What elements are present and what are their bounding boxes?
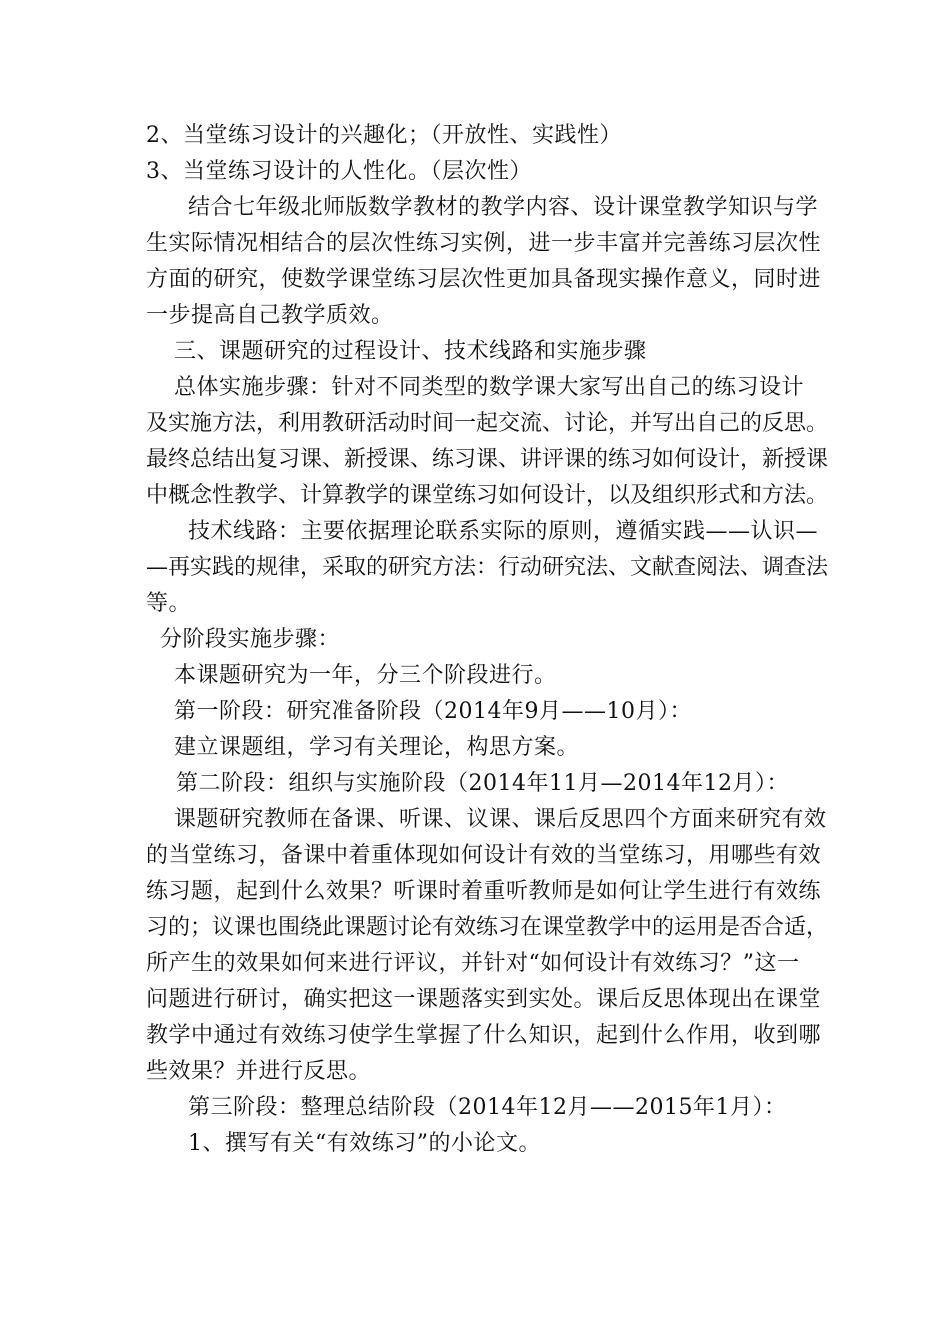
paragraph-line: 总体实施步骤：针对不同类型的数学课大家写出自己的练习设计 [174, 375, 805, 400]
section-heading: 三、课题研究的过程设计、技术线路和实施步骤 [174, 339, 647, 364]
paragraph-line: 生实际情况相结合的层次性练习实例，进一步丰富并完善练习层次性 [146, 231, 822, 256]
list-item-2: 2、当堂练习设计的兴趣化；（开放性、实践性） [146, 123, 622, 148]
paragraph-line: 所产生的效果如何来进行评议，并针对“如何设计有效练习？”这一 [146, 951, 800, 976]
stage-heading: 第一阶段：研究准备阶段（2014年9月——10月）： [174, 699, 692, 724]
paragraph-line: 最终总结出复习课、新授课、练习课、讲评课的练习如何设计，新授课 [146, 447, 829, 472]
paragraph-line: 及实施方法，利用教研活动时间一起交流、讨论，并写出自己的反思。 [146, 411, 829, 436]
paragraph-line: 中概念性教学、计算教学的课堂练习如何设计，以及组织形式和方法。 [146, 483, 829, 508]
paragraph-line: 建立课题组，学习有关理论，构思方案。 [174, 735, 580, 760]
list-item-1: 1、撰写有关“有效练习”的小论文。 [188, 1131, 541, 1156]
paragraph-line: 些效果？并进行反思。 [146, 1059, 372, 1084]
paragraph-line: 等。 [146, 591, 192, 616]
paragraph-line: 问题进行研讨，确实把这一课题落实到实处。课后反思体现出在课堂 [146, 987, 822, 1012]
paragraph-line: 课题研究教师在备课、听课、议课、课后反思四个方面来研究有效 [174, 807, 827, 832]
paragraph-line: 习的；议课也围绕此课题讨论有效练习在课堂教学中的运用是否合适， [146, 915, 829, 940]
paragraph-line: 练习题，起到什么效果？听课时着重听教师是如何让学生进行有效练 [146, 879, 822, 904]
paragraph-line: 的当堂练习，备课中着重体现如何设计有效的当堂练习，用哪些有效 [146, 843, 822, 868]
paragraph-line: 技术线路：主要依据理论联系实际的原则，遵循实践——认识— [188, 519, 819, 544]
paragraph-line: 本课题研究为一年，分三个阶段进行。 [174, 663, 557, 688]
paragraph-line: —再实践的规律，采取的研究方法：行动研究法、文献查阅法、调查法 [146, 555, 829, 580]
list-item-3: 3、当堂练习设计的人性化。（层次性） [146, 159, 532, 184]
paragraph-line: 一步提高自己教学质效。 [146, 303, 394, 328]
paragraph-line: 方面的研究，使数学课堂练习层次性更加具备现实操作意义，同时进 [146, 267, 822, 292]
stage-heading: 第三阶段：整理总结阶段（2014年12月——2015年1月）： [188, 1095, 787, 1120]
stage-heading: 第二阶段：组织与实施阶段（2014年11月—2014年12月）： [176, 771, 789, 796]
paragraph-line: 结合七年级北师版数学教材的教学内容、设计课堂教学知识与学 [188, 195, 819, 220]
document-body [146, 118, 829, 1162]
subheading: 分阶段实施步骤： [160, 627, 341, 652]
paragraph-line: 教学中通过有效练习使学生掌握了什么知识，起到什么作用，收到哪 [146, 1023, 822, 1048]
